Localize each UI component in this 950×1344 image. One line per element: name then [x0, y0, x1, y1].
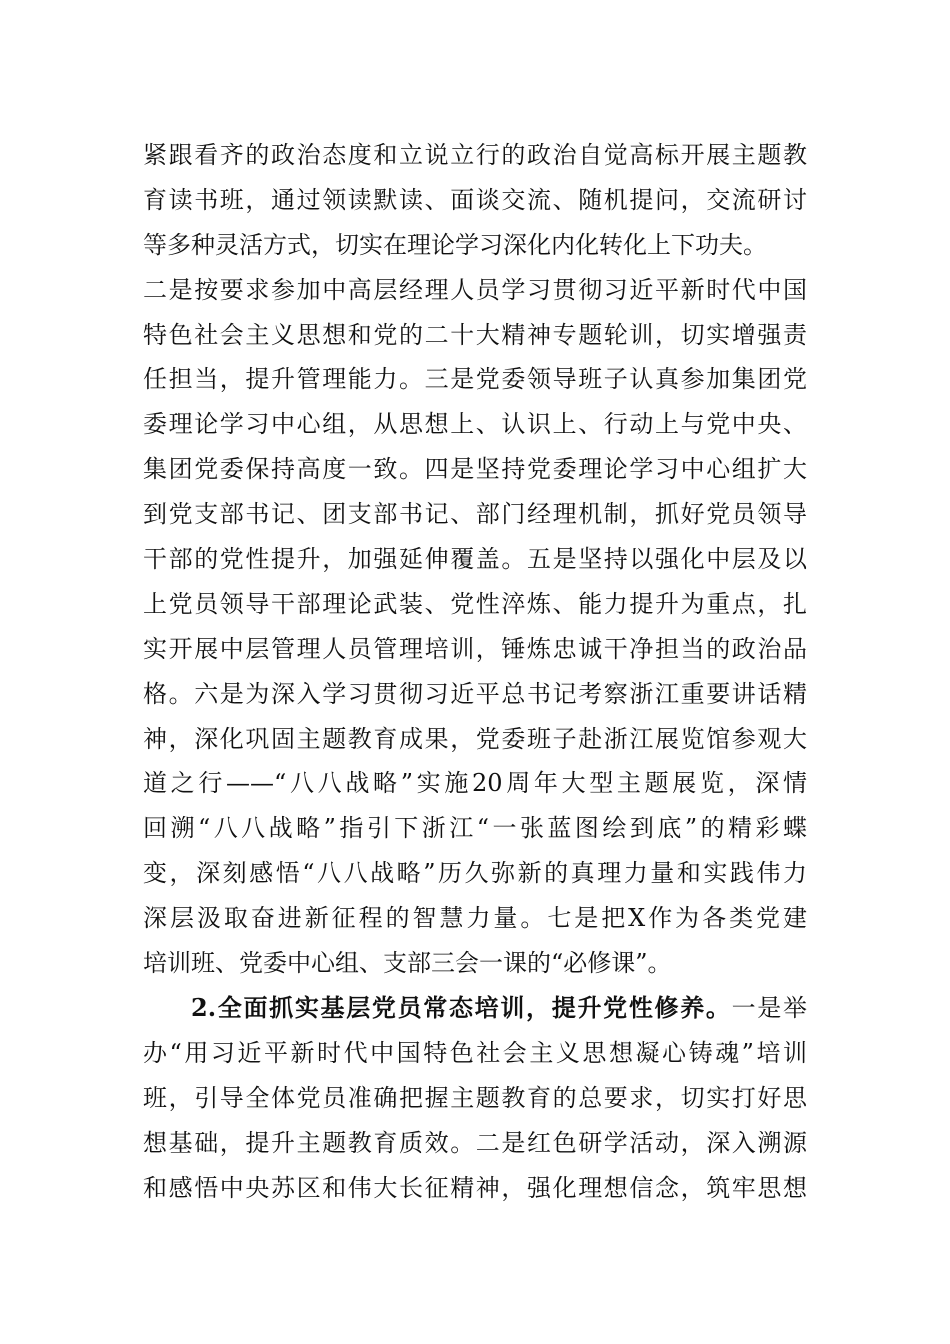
section-heading: 2.全面抓实基层党员常态培训，提升党性修养。 [191, 993, 732, 1022]
text-line: 二是按要求参加中高层经理人员学习贯彻习近平新时代中国 [143, 275, 807, 304]
text-line: 特色社会主义思想和党的二十大精神专题轮训，切实增强责 [143, 320, 807, 349]
text-line: 到党支部书记、团支部书记、部门经理机制，抓好党员领导 [143, 500, 807, 529]
text-line: 格。六是为深入学习贯彻习近平总书记考察浙江重要讲话精 [143, 679, 807, 708]
text-line: 紧跟看齐的政治态度和立说立行的政治自觉高标开展主题教 [143, 141, 807, 169]
paragraph-2 [143, 986, 807, 1210]
text-line: 和感悟中央苏区和伟大长征精神，强化理想信念，筑牢思想 [143, 1173, 807, 1202]
text-line: 培训班、党委中心组、支部三会一课的“必修课”。 [143, 949, 672, 978]
text-line: 集团党委保持高度一致。四是坚持党委理论学习中心组扩大 [143, 455, 807, 484]
text-line: 委理论学习中心组，从思想上、认识上、行动上与党中央、 [143, 410, 807, 439]
text-line: 回溯“八八战略”指引下浙江“一张蓝图绘到底”的精彩蝶 [143, 814, 807, 843]
text-line: 神，深化巩固主题教育成果，党委班子赴浙江展览馆参观大 [143, 724, 807, 753]
text-line: 想基础，提升主题教育质效。二是红色研学活动，深入溯源 [143, 1128, 807, 1157]
paragraph-2-first-line [143, 986, 807, 1031]
text-line: 任担当，提升管理能力。三是党委领导班子认真参加集团党 [143, 365, 807, 394]
text-line: 上党员领导干部理论武装、党性淬炼、能力提升为重点，扎 [143, 589, 807, 618]
paragraph-1 [143, 133, 807, 986]
text-line: 等多种灵活方式，切实在理论学习深化内化转化上下功夫。 [143, 230, 767, 259]
text-line: 实开展中层管理人员管理培训，锤炼忠诚干净担当的政治品 [143, 634, 807, 663]
text-line: 办“用习近平新时代中国特色社会主义思想凝心铸魂”培训 [143, 1038, 807, 1067]
text-line: 变，深刻感悟“八八战略”历久弥新的真理力量和实践伟力 [143, 859, 807, 888]
text-line: 道之行——“八八战略”实施20周年大型主题展览，深情 [143, 769, 807, 798]
text-line: 育读书班，通过领读默读、面谈交流、随机提问，交流研讨 [143, 185, 807, 214]
text-line: 深层汲取奋进新征程的智慧力量。七是把X作为各类党建 [143, 904, 807, 933]
text-fragment: 一是举 [731, 994, 807, 1022]
text-line: 班，引导全体党员准确把握主题教育的总要求，切实打好思 [143, 1083, 807, 1112]
text-line: 干部的党性提升，加强延伸覆盖。五是坚持以强化中层及以 [143, 545, 807, 574]
